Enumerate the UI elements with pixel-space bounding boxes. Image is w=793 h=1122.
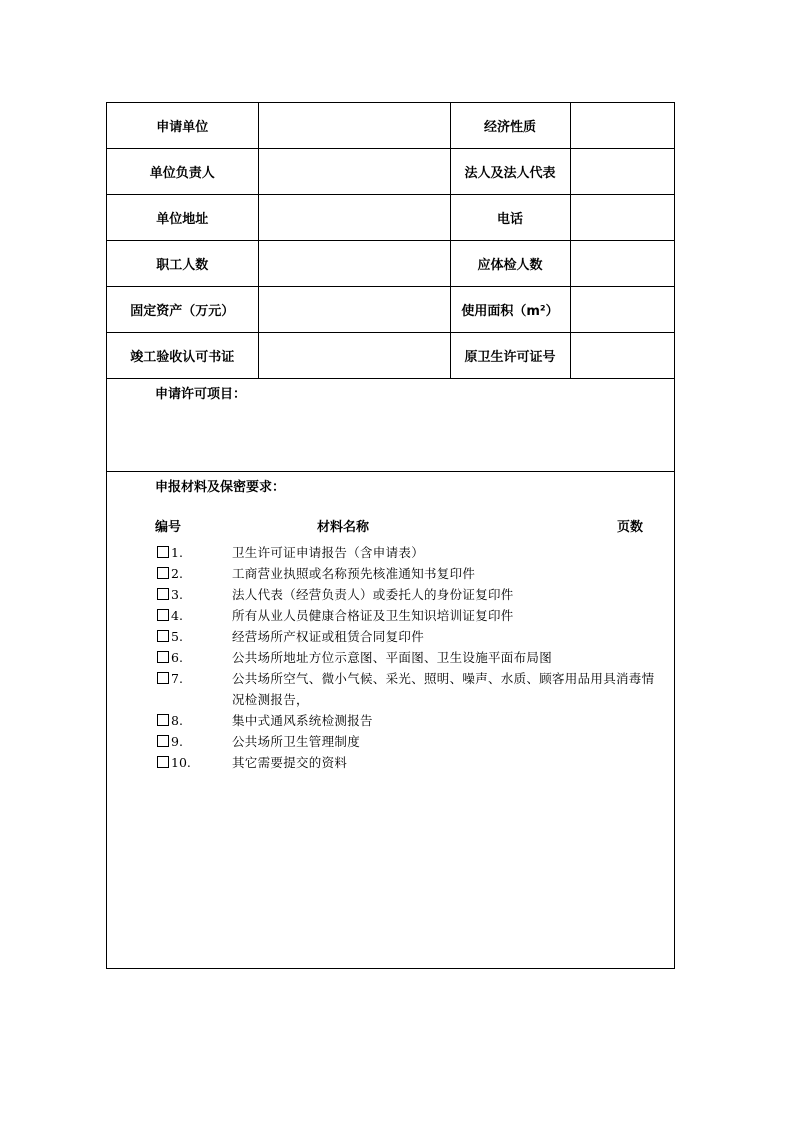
label-original-license-number: 原卫生许可证号 <box>450 333 570 379</box>
item-text: 所有从业人员健康合格证及卫生知识培训证复印件 <box>232 608 514 623</box>
list-item <box>157 626 657 647</box>
value-usage-area[interactable] <box>570 287 674 333</box>
value-economic-nature[interactable] <box>570 103 674 149</box>
info-row <box>107 195 674 241</box>
application-form <box>106 102 675 969</box>
checkbox-icon[interactable] <box>157 672 169 684</box>
project-title: 申请许可项目： <box>155 387 247 402</box>
label-unit-head: 单位负责人 <box>107 149 258 195</box>
item-number: 5. <box>171 629 183 644</box>
item-number: 7. <box>171 671 183 686</box>
value-staff-count[interactable] <box>258 241 450 287</box>
list-item <box>157 668 657 710</box>
item-text: 工商营业执照或名称预先核准通知书复印件 <box>232 566 476 581</box>
checkbox-icon[interactable] <box>157 609 169 621</box>
materials-title: 申报材料及保密要求： <box>155 480 286 495</box>
checkbox-icon[interactable] <box>157 567 169 579</box>
info-row <box>107 241 674 287</box>
checkbox-icon[interactable] <box>157 651 169 663</box>
value-completion-certificate[interactable] <box>258 333 450 379</box>
checkbox-icon[interactable] <box>157 756 169 768</box>
item-text: 集中式通风系统检测报告 <box>232 713 373 728</box>
column-header-name: 材料名称 <box>317 520 370 535</box>
value-original-license-number[interactable] <box>570 333 674 379</box>
list-item <box>157 731 657 752</box>
checkbox-icon[interactable] <box>157 714 169 726</box>
info-row <box>107 149 674 195</box>
item-number: 9. <box>171 734 183 749</box>
item-number: 10. <box>171 755 191 770</box>
list-item <box>157 584 657 605</box>
value-unit-head[interactable] <box>258 149 450 195</box>
list-item <box>157 563 657 584</box>
item-number: 6. <box>171 650 183 665</box>
value-legal-representative[interactable] <box>570 149 674 195</box>
label-exam-count: 应体检人数 <box>450 241 570 287</box>
item-number: 4. <box>171 608 183 623</box>
project-section[interactable] <box>107 379 674 472</box>
list-item <box>157 752 657 773</box>
item-number: 8. <box>171 713 183 728</box>
item-number: 2. <box>171 566 183 581</box>
value-applicant-unit[interactable] <box>258 103 450 149</box>
label-economic-nature: 经济性质 <box>450 103 570 149</box>
info-row <box>107 287 674 333</box>
label-completion-certificate: 竣工验收认可书证 <box>107 333 258 379</box>
item-number: 3. <box>171 587 183 602</box>
checkbox-icon[interactable] <box>157 735 169 747</box>
value-exam-count[interactable] <box>570 241 674 287</box>
item-text: 公共场所地址方位示意图、平面图、卫生设施平面布局图 <box>232 650 553 665</box>
item-text: 其它需要提交的资料 <box>232 755 348 770</box>
list-item <box>157 647 657 668</box>
list-item <box>157 605 657 626</box>
item-number: 1. <box>171 545 183 560</box>
list-item <box>157 710 657 731</box>
label-usage-area: 使用面积（m²） <box>450 287 570 333</box>
item-text: 法人代表（经营负责人）或委托人的身份证复印件 <box>232 587 514 602</box>
materials-section <box>107 472 674 962</box>
label-phone: 电话 <box>450 195 570 241</box>
value-unit-address[interactable] <box>258 195 450 241</box>
label-legal-representative: 法人及法人代表 <box>450 149 570 195</box>
info-row <box>107 103 674 149</box>
value-phone[interactable] <box>570 195 674 241</box>
label-unit-address: 单位地址 <box>107 195 258 241</box>
item-text: 公共场所空气、微小气候、采光、照明、噪声、水质、顾客用品用具消毒情况检测报告， <box>232 671 655 707</box>
label-fixed-assets: 固定资产（万元） <box>107 287 258 333</box>
item-text: 公共场所卫生管理制度 <box>232 734 361 749</box>
item-text: 经营场所产权证或租赁合同复印件 <box>232 629 425 644</box>
info-row <box>107 333 674 379</box>
column-header-pages: 页数 <box>617 520 644 535</box>
label-staff-count: 职工人数 <box>107 241 258 287</box>
checkbox-icon[interactable] <box>157 588 169 600</box>
checkbox-icon[interactable] <box>157 630 169 642</box>
label-applicant-unit: 申请单位 <box>107 103 258 149</box>
value-fixed-assets[interactable] <box>258 287 450 333</box>
item-text: 卫生许可证申请报告（含申请表） <box>232 545 425 560</box>
info-table <box>107 103 674 379</box>
list-item <box>157 542 657 563</box>
checkbox-icon[interactable] <box>157 546 169 558</box>
column-header-number: 编号 <box>155 520 182 535</box>
materials-list <box>157 542 657 773</box>
